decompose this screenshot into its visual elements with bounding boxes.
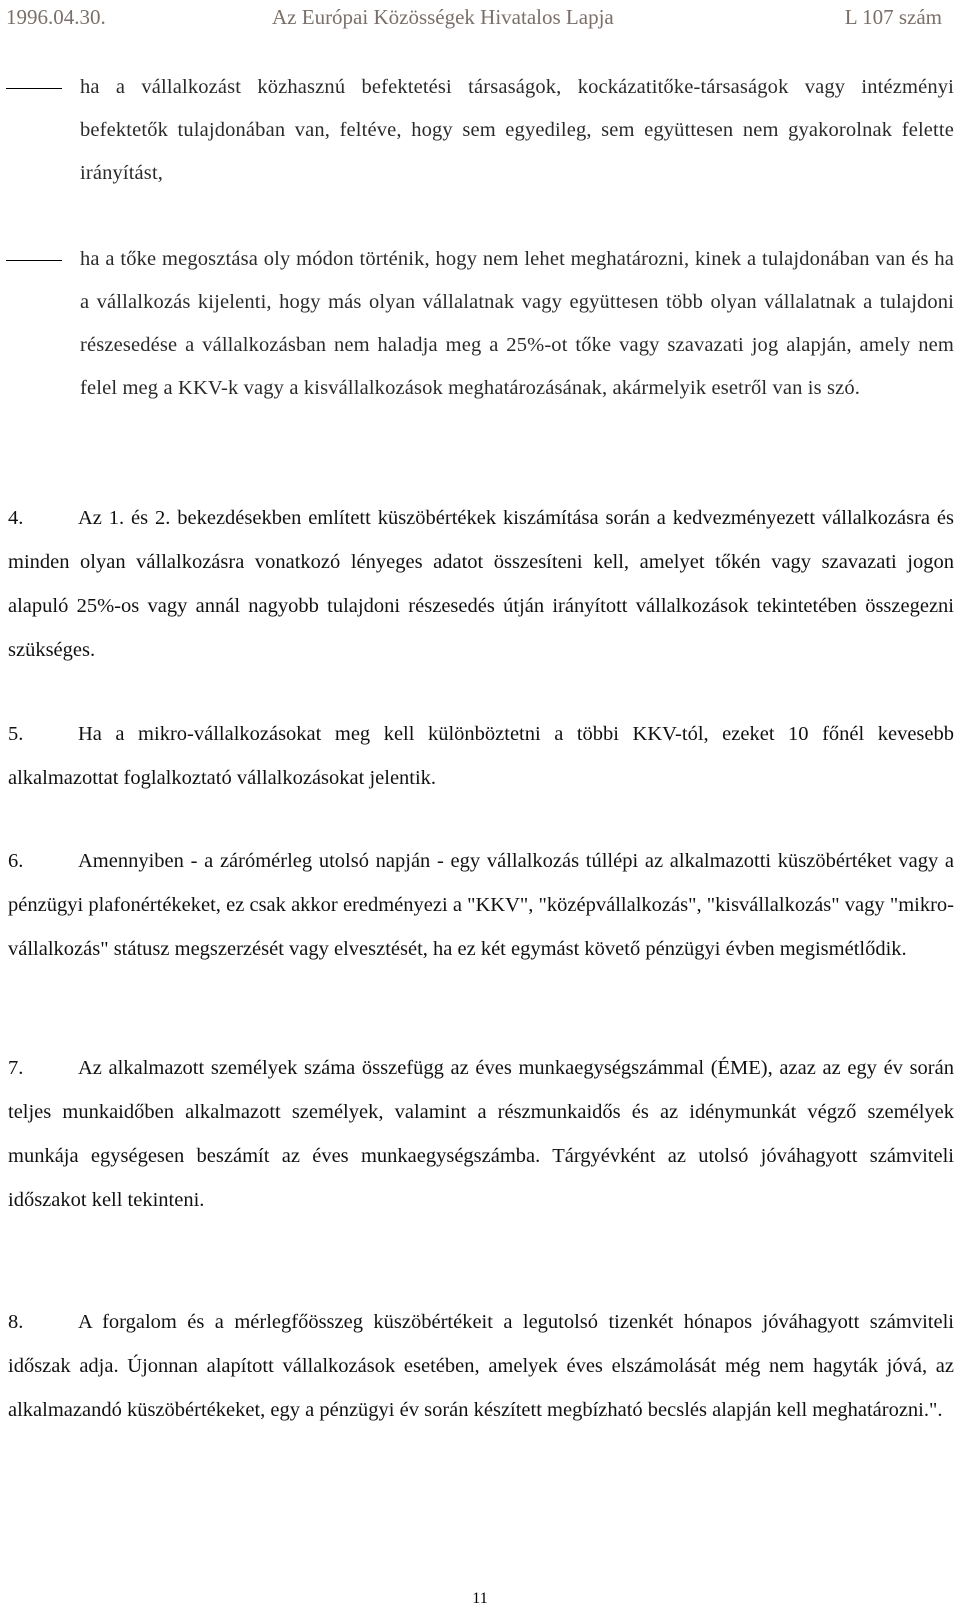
dash-bullet-icon — [6, 260, 62, 261]
paragraph-text: Amennyiben - a zárómérleg utolsó napján - egy vállalkozás túllépi az alkalmazotti küszöbértéket vagy a pénzügyi plafonértékeket, ez csak akkor eredményezi a "KKV", "középvállalkozás", "kisvállalkozás" vagy "mikro-vállalkozás" státusz megszerzését vagy elvesztését, ha ez két egymást követő pénzügyi évben megismétlődik. — [8, 850, 954, 960]
page-number: 11 — [472, 1590, 488, 1607]
paragraph — [8, 1300, 954, 1432]
paragraph-number: 8. — [8, 1311, 24, 1333]
bullet-text: ha a tőke megosztása oly módon történik, hogy nem lehet meghatározni, kinek a tulajdonában van és ha a vállalkozás kijelenti, hogy más olyan vállalatnak vagy együttesen több olyan vállalatnak a tulajdoni részesedése a vállalkozásban nem haladja meg a 25%-ot tőke vagy szavazati jog alapján, amely nem felel meg a KKV-k vagy a kisvállalkozások meghatározásának, akármelyik esetről van is szó. — [80, 248, 954, 399]
header-issue-number: L 107 szám — [844, 5, 942, 29]
paragraph-number: 6. — [8, 850, 24, 872]
paragraph — [8, 839, 954, 971]
paragraph-text: Az 1. és 2. bekezdésekben említett küszöbértékek kiszámítása során a kedvezményezett vállalkozásra és minden olyan vállalkozásra vonatkozó lényeges adatot összesíteni kell, amelyet tőkén vagy szavazati jogon alapuló 25%-os vagy annál nagyobb tulajdoni részesedés útján irányított vállalkozások tekintetében összegezni szükséges. — [8, 507, 954, 661]
paragraph — [8, 712, 954, 800]
paragraph — [8, 1046, 954, 1222]
paragraph-text: Az alkalmazott személyek száma összefügg az éves munkaegységszámmal (ÉME), azaz az egy év során teljes munkaidőben alkalmazott személyek, valamint a részmunkaidős és az idénymunkát végző személyek munkája egységesen beszámít az éves munkaegységszámba. Tárgyévként az utolsó jóváhagyott számviteli időszakot kell tekinteni. — [8, 1057, 954, 1211]
paragraph-number: 4. — [8, 507, 24, 529]
paragraph-text: A forgalom és a mérlegfőösszeg küszöbértékeit a legutolsó tizenkét hónapos jóváhagyott számviteli időszak adja. Újonnan alapított vállalkozások esetében, amelyek éves elszámolását még nem hagyták jóvá, az alkalmazandó küszöbértékeket, egy a pénzügyi év során készített megbízható becslés alapján kell meghatározni.". — [8, 1311, 954, 1421]
header-date: 1996.04.30. — [6, 5, 106, 29]
paragraph-number: 7. — [8, 1057, 24, 1079]
paragraph — [8, 496, 954, 672]
dash-bullet-icon — [6, 88, 62, 89]
page-header — [0, 2, 960, 32]
bullet-text: ha a vállalkozást közhasznú befektetési társaságok, kockázatitőke-társaságok vagy intézményi befektetők tulajdonában van, feltéve, hogy sem egyedileg, sem együttesen nem gyakorolnak felette irányítást, — [80, 76, 954, 184]
paragraph-text: Ha a mikro-vállalkozásokat meg kell különböztetni a többi KKV-tól, ezeket 10 főnél kevesebb alkalmazottat foglalkoztató vállalkozásokat jelentik. — [8, 723, 954, 789]
paragraph-number: 5. — [8, 723, 24, 745]
header-journal-title: Az Európai Közösségek Hivatalos Lapja — [272, 5, 614, 29]
